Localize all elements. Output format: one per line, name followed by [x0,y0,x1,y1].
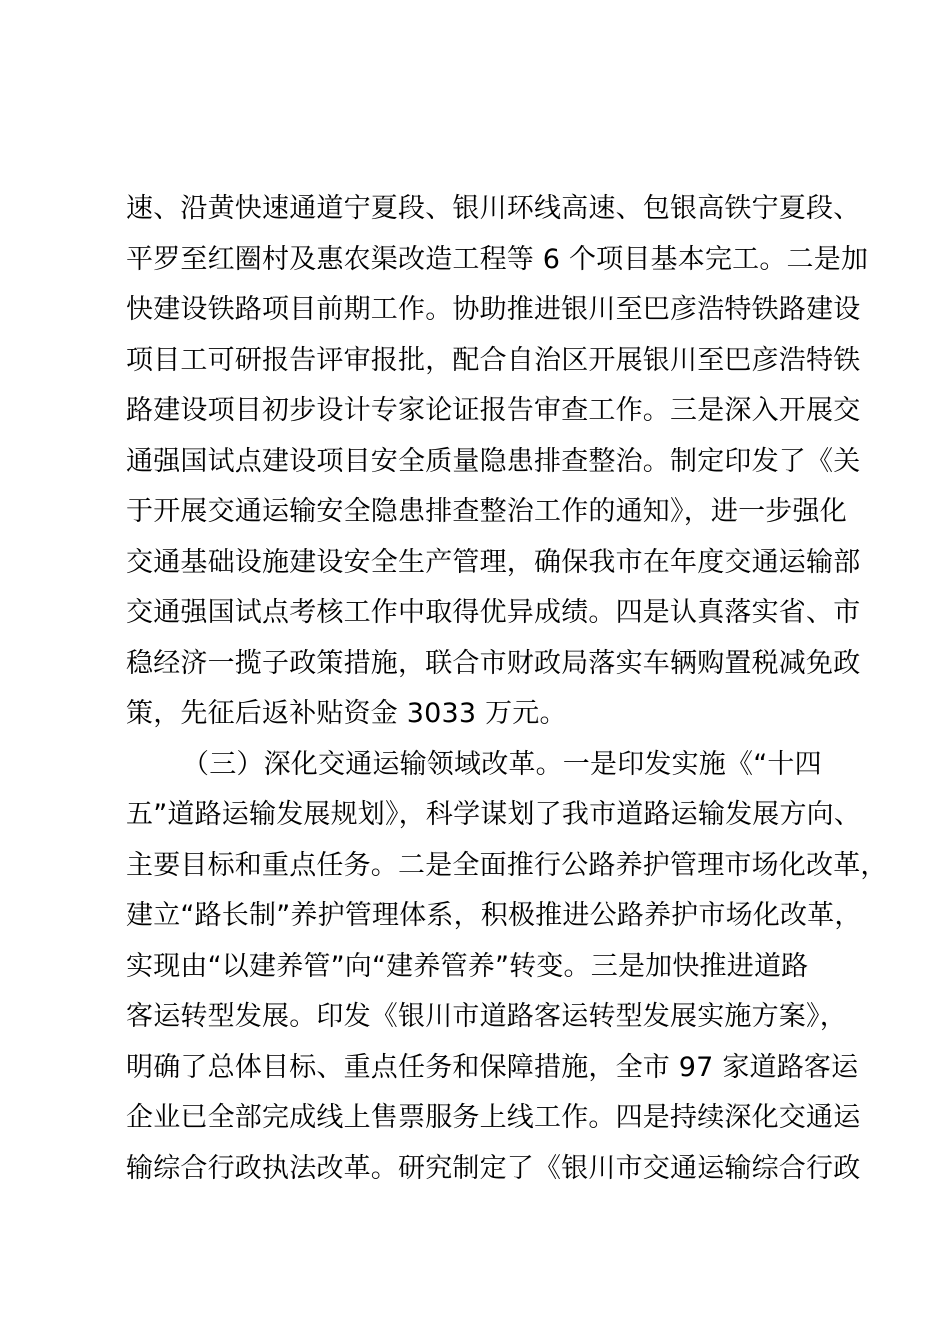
text-line: 稳经济一揽子政策措施，联合市财政局落实车辆购置税减免政 [126,647,861,679]
text-line: 通强国试点建设项目安全质量隐患排查整治。制定印发了《关 [126,445,861,477]
text-line: 明确了总体目标、重点任务和保障措施，全市 97 家道路客运 [126,1051,859,1083]
body-text [126,184,888,1194]
text-line: 建立“路长制”养护管理体系，积极推进公路养护市场化改革， [126,900,862,931]
text-line: 五”道路运输发展规划》，科学谋划了我市道路运输发展方向、 [126,799,862,830]
text-line: 交通强国试点考核工作中取得优异成绩。四是认真落实省、市 [126,597,861,628]
text-line: 客运转型发展。印发《银川市道路客运转型发展实施方案》， [126,1001,847,1032]
text-line: 策，先征后返补贴资金 3033 万元。 [126,698,567,729]
text-line: 交通基础设施建设安全生产管理，确保我市在年度交通运输部 [126,546,861,578]
text-line: 路建设项目初步设计专家论证报告审查工作。三是深入开展交 [126,395,861,426]
text-line: 实现由“以建养管”向“建养管养”转变。三是加快推进道路 [126,950,809,982]
text-line: 平罗至红圈村及惠农渠改造工程等 6 个项目基本完工。二是加 [126,243,869,275]
text-line: 主要目标和重点任务。二是全面推行公路养护管理市场化改革， [126,849,888,881]
section-heading-line: （三）深化交通运输领域改革。一是印发实施《“十四 [182,748,822,780]
text-line: 于开展交通运输安全隐患排查整治工作的通知》，进一步强化 [126,496,847,527]
text-line: 企业已全部完成线上售票服务上线工作。四是持续深化交通运 [126,1102,861,1133]
text-line: 快建设铁路项目前期工作。协助推进银川至巴彦浩特铁路建设 [126,294,861,325]
text-line: 输综合行政执法改革。研究制定了《银川市交通运输综合行政 [126,1152,861,1184]
text-line: 速、沿黄快速通道宁夏段、银川环线高速、包银高铁宁夏段、 [126,193,861,224]
text-line: 项目工可研报告评审报批，配合自治区开展银川至巴彦浩特铁 [126,344,861,376]
